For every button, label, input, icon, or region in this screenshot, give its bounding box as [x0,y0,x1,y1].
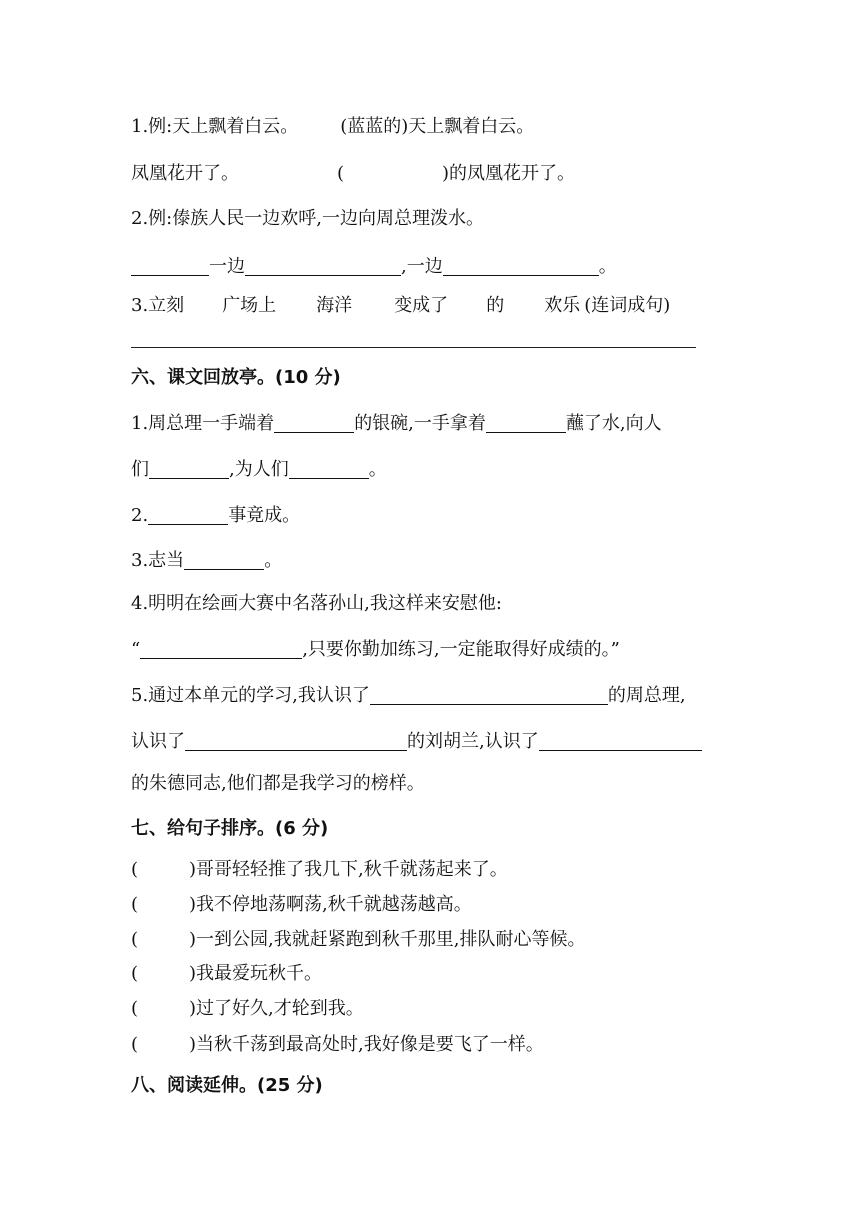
s6-q2-line [131,505,300,525]
q1-close-text: )的凤凰花开了。 [442,163,576,184]
s7-item-text: )当秋千荡到最高处时,我好像是要飞了一样。 [189,1034,544,1055]
s6-q4: 4.明明在绘画大赛中名落孙山,我这样来安慰他: [131,593,502,614]
q1-prompt-text: 凤凰花开了。 [131,163,239,184]
s6-q1-blank-4[interactable] [289,459,369,479]
q3-word: 变成了 [394,295,449,316]
s6-q2-b: 事竟成。 [228,505,301,526]
s6-q1-b: 的银碗,一手拿着 [354,413,486,434]
s7-item-paren[interactable]: ( [131,1034,139,1055]
s7-item-paren[interactable]: ( [131,929,139,950]
s7-item-paren[interactable]: ( [131,963,139,984]
s7-item-text: )我最爱玩秋千。 [189,963,323,984]
s6-q4-line [131,595,502,613]
q3-answer-line[interactable] [131,347,696,348]
s6-q5-c: 认识了 [131,731,185,752]
s6-q5-line-2 [131,731,702,751]
s6-q3-blank[interactable] [184,550,264,570]
s6-q4-open-quote: “ [131,639,141,660]
s6-q5-a: 5.通过本单元的学习,我认识了 [131,685,370,706]
section-7-heading: 七、给句子排序。(6 分) [131,818,329,839]
q2-fill-b: ,一边 [401,256,443,277]
s7-item-paren[interactable]: ( [131,859,139,880]
s6-q1-blank-1[interactable] [274,413,354,433]
q3-word: 欢乐 [544,295,581,316]
s6-q5-line-1 [131,685,686,705]
section-8-heading: 八、阅读延伸。(25 分) [131,1075,323,1096]
q2-blank-2[interactable] [245,256,401,276]
s7-item [131,1036,544,1054]
section-6-heading: 六、课文回放亭。(10 分) [131,367,341,388]
s7-item-text: )过了好久,才轮到我。 [189,998,364,1019]
q1-prompt-line [131,165,575,183]
s6-q1-a: 1.周总理一手端着 [131,413,275,434]
s7-item [131,861,508,879]
s6-q5-line-3 [131,775,425,793]
q2-fill-line [131,256,617,276]
q2-blank-3[interactable] [443,256,599,276]
s6-q1-blank-3[interactable] [149,459,229,479]
s7-item [131,1000,364,1018]
s6-q3-b: 。 [264,550,283,571]
q3-note: (连词成句) [584,295,671,316]
s7-item-text: )一到公园,我就赶紧跑到秋千那里,排队耐心等候。 [189,929,586,950]
s6-q4-b: ,只要你勤加练习,一定能取得好成绩的。” [302,639,620,660]
s6-q3-a: 3.志当 [131,550,185,571]
q1-example: 1.例:天上飘着白云。 [131,116,299,137]
s7-item [131,965,322,983]
s6-q1-blank-2[interactable] [486,413,566,433]
s7-item-paren[interactable]: ( [131,894,139,915]
s6-q1-line-1 [131,413,662,433]
q3-word: 广场上 [222,295,277,316]
s6-q1-line-2 [131,459,387,479]
q2-fill-a: 一边 [209,256,245,277]
s6-q4-fill-line [131,639,620,659]
s6-q5-e: 的朱德同志,他们都是我学习的榜样。 [131,773,425,794]
q2-example: 2.例:傣族人民一边欢呼,一边向周总理泼水。 [131,208,484,229]
s6-q5-blank-1[interactable] [370,685,608,705]
q2-blank-1[interactable] [131,256,209,276]
q3-word: 海洋 [316,295,353,316]
q2-fill-c: 。 [598,256,617,277]
q3-words-line [131,297,670,315]
s7-item-paren[interactable]: ( [131,998,139,1019]
s7-item-text: )哥哥轻轻推了我几下,秋千就荡起来了。 [189,859,508,880]
s6-q5-blank-3[interactable] [539,731,702,751]
q1-open-paren: ( [337,163,345,184]
q3-word: 的 [486,295,505,316]
s7-item [131,896,472,914]
s7-item-text: )我不停地荡啊荡,秋千就越荡越高。 [189,894,472,915]
s6-q2-blank[interactable] [148,505,228,525]
s6-q5-b: 的周总理, [607,685,686,706]
s6-q1-f: 。 [368,459,387,480]
s6-q1-c: 蘸了水,向人 [565,413,662,434]
s6-q1-e: ,为人们 [229,459,289,480]
q1-example-line [131,118,534,136]
s6-q5-d: 的刘胡兰,认识了 [407,731,539,752]
s6-q3-line [131,550,282,570]
q1-example-answer: (蓝蓝的)天上飘着白云。 [340,116,535,137]
q2-example-line [131,210,484,228]
s7-item [131,931,585,949]
s6-q4-blank[interactable] [140,639,302,659]
q3-word: 3.立刻 [131,295,185,316]
s6-q5-blank-2[interactable] [185,731,407,751]
s6-q1-d: 们 [131,459,149,480]
s6-q2-a: 2. [131,505,149,526]
